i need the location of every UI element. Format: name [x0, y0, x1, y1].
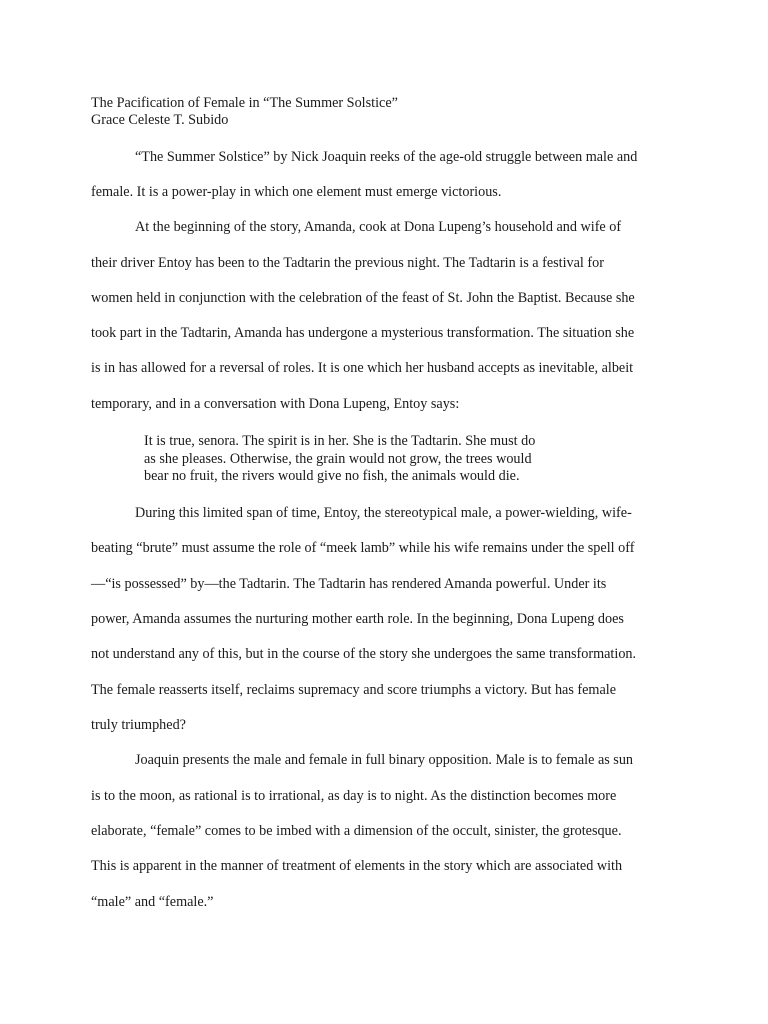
- paragraph-4-line-1: Joaquin presents the male and female in full binary opposition. Male is to female as sun: [135, 752, 634, 768]
- paragraph-4-line-3: elaborate, “female” comes to be imbed with a dimension of the occult, sinister, the grotesque.: [91, 823, 622, 839]
- paragraph-2-line-5: is in has allowed for a reversal of roles. It is one which her husband accepts as inevitable, albeit: [91, 360, 634, 376]
- paragraph-3-line-1: During this limited span of time, Entoy, the stereotypical male, a power-wielding, wife-: [135, 505, 632, 521]
- paragraph-4-line-2: is to the moon, as rational is to irrational, as day is to night. As the distinction becomes more: [91, 788, 617, 804]
- block-quote-line-3: bear no fruit, the rivers would give no fish, the animals would die.: [144, 468, 520, 484]
- paragraph-2-line-3: women held in conjunction with the celebration of the feast of St. John the Baptist. Because she: [91, 290, 635, 306]
- paragraph-2-line-4: took part in the Tadtarin, Amanda has undergone a mysterious transformation. The situation she: [91, 325, 635, 341]
- document-title: The Pacification of Female in “The Summer Solstice”: [91, 95, 398, 111]
- paragraph-1-line-2: female. It is a power-play in which one element must emerge victorious.: [91, 184, 502, 200]
- document-author: Grace Celeste T. Subido: [91, 112, 229, 128]
- block-quote-line-1: It is true, senora. The spirit is in her. She is the Tadtarin. She must do: [144, 433, 536, 449]
- paragraph-2-line-2: their driver Entoy has been to the Tadtarin the previous night. The Tadtarin is a festival for: [91, 255, 604, 271]
- paragraph-2-line-1: At the beginning of the story, Amanda, cook at Dona Lupeng’s household and wife of: [135, 219, 622, 235]
- paragraph-3-line-5: not understand any of this, but in the course of the story she undergoes the same transformation.: [91, 646, 637, 662]
- paragraph-4-line-5: “male” and “female.”: [91, 894, 214, 910]
- paragraph-4-line-4: This is apparent in the manner of treatment of elements in the story which are associated with: [91, 858, 623, 874]
- paragraph-3-line-2: beating “brute” must assume the role of “meek lamb” while his wife remains under the spell off: [91, 540, 635, 556]
- paragraph-3-line-7: truly triumphed?: [91, 717, 186, 733]
- paragraph-1-line-1: “The Summer Solstice” by Nick Joaquin reeks of the age-old struggle between male and: [135, 149, 638, 165]
- paragraph-3-line-6: The female reasserts itself, reclaims supremacy and score triumphs a victory. But has female: [91, 682, 617, 698]
- paragraph-3-line-3: —“is possessed” by—the Tadtarin. The Tadtarin has rendered Amanda powerful. Under its: [91, 576, 607, 592]
- paragraph-2-line-6: temporary, and in a conversation with Dona Lupeng, Entoy says:: [91, 396, 460, 412]
- paragraph-3-line-4: power, Amanda assumes the nurturing mother earth role. In the beginning, Dona Lupeng does: [91, 611, 624, 627]
- block-quote-line-2: as she pleases. Otherwise, the grain would not grow, the trees would: [144, 451, 532, 467]
